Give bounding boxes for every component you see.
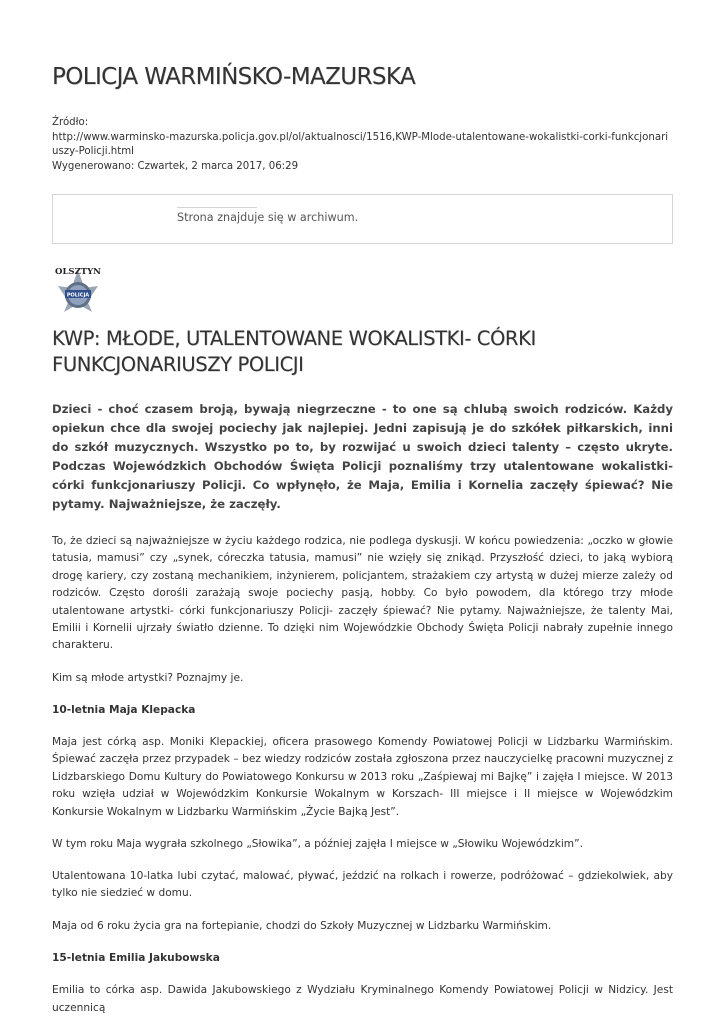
archive-notice: Strona znajduje się w archiwum. [177,211,359,224]
archive-divider [177,207,257,208]
document-meta [52,116,674,174]
article-lead: Dzieci - choć czasem broją, bywają niegrzeczne - to one są chlubą swoich rodziców. Każdy opiekun chce dla swojej pociechy jak najlepiej. Jedni zapisują je do szkółek piłkarskich, inni do szkół muzycznych. Wszystko po to, by rozwijać u swoich dzieci talenty – często ukryte. Podczas Wojewódzkich Obchodów Święta Policji poznaliśmy trzy utalentowane wokalistki- córki funkcjonariuszy Policji. Co wpłynęło, że Maja, Emilia i Kornelia zaczęły śpiewać? Nie pytamy. Najważniejsze, że zaczęły. [52,402,673,511]
paragraph-emilia-1: Emilia to córka asp. Dawida Jakubowskiego z Wydziału Kryminalnego Komendy Powiatowej Policji w Nidzicy. Jest uczennicą [52,984,673,1014]
article-body [52,533,673,1032]
paragraph-intro: To, że dzieci są najważniejsze w życiu każdego rodzica, nie podlega dyskusji. W końcu powiedzenia: „oczko w głowie tatusia, mamusi” czy „synek, córeczka tatusia, mamusi” nie wzięły się znikąd. Przyszłość dzieci, to jaką wybiorą drogę kariery, czy zostaną mechanikiem, inżynierem, policjantem, strażakiem czy artystą w dużej mierze zależy od rodziców. Często dorośli zarażają swoje pociechy pasją, hobby. Co było powodem, dla którego trzy młode utalentowane artystki- córki funkcjonariuszy Policji- zaczęły śpiewać? Nie pytamy. Najważniejsze, że talenty Mai, Emilii i Kornelii ujrzały światło dzienne. To dzięki nim Wojewódzkie Obchody Święta Policji nabrały zupełnie innego charakteru. [52,535,673,652]
subheading-maja: 10-letnia Maja Klepacka [52,703,196,716]
source-label: Źródło: [52,117,89,128]
logo-badge-text: POLICJA [66,292,90,299]
logo-text: OLSZTYN [55,267,101,277]
paragraph-question: Kim są młode artystki? Poznajmy je. [52,671,244,684]
article-title: KWP: MŁODE, UTALENTOWANE WOKALISTKI- CÓRKI FUNKCJONARIUSZY POLICJI [52,327,536,376]
paragraph-maja-4: Maja od 6 roku życia gra na fortepianie, chodzi do Szkoły Muzycznej w Lidzbarku Warmińskim. [52,919,552,932]
paragraph-maja-2: W tym roku Maja wygrała szkolnego „Słowika”, a później zajęła I miejsce w „Słowiku Wojewódzkim”. [52,837,583,850]
archive-notice-box [52,194,673,244]
generated-date: Wygenerowano: Czwartek, 2 marca 2017, 06:29 [52,160,299,172]
source-url[interactable]: http://www.warminsko-mazurska.policja.gov.pl/ol/aktualnosci/1516,KWP-Mlode-utalentowane-wokalistki-corki-funkcjonariuszy-Policji.html [52,131,669,158]
subheading-emilia: 15-letnia Emilia Jakubowska [52,951,220,964]
paragraph-maja-1: Maja jest córką asp. Moniki Klepackiej, oficera prasowego Komendy Powiatowej Policji w Lidzbarku Warmińskim. Śpiewać zaczęła przez przypadek – bez wiedzy rodziców została zgłoszona przez nauczycielkę pracowni muzycznej z Lidzbarskiego Domu Kultury do Powiatowego Konkursu w 2013 roku „Zaśpiewaj mi Bajkę” i zajęła I miejsce. W 2013 roku wzięła udział w Wojewódzkim Konkursie Wokalnym w Korszach- III miejsce i II miejsce w Wojewódzkim Konkursie Wokalnym w Lidzbarku Warmińskim „Życie Bajką Jest”. [52,736,673,818]
site-title: POLICJA WARMIŃSKO-MAZURSKA [52,64,416,90]
paragraph-maja-3: Utalentowana 10-latka lubi czytać, malować, pływać, jeździć na rolkach i rowerze, podróżować – gdziekolwiek, aby tylko nie siedzieć w domu. [52,870,673,900]
police-badge-icon [50,264,106,320]
